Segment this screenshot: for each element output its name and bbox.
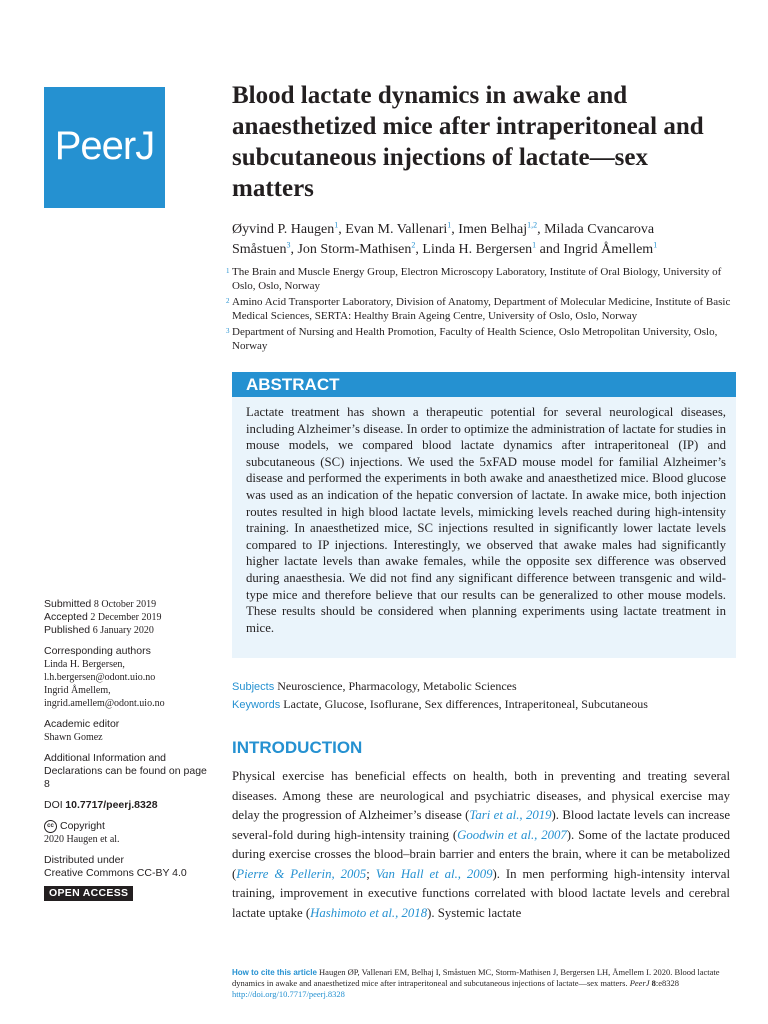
author-separator: , (537, 222, 545, 237)
abstract-heading: ABSTRACT (246, 375, 340, 394)
author-affiliation-marker: 1 (334, 220, 339, 230)
keywords-row (232, 696, 742, 714)
author-name[interactable]: Jon Storm-Mathisen (297, 242, 412, 257)
affiliation-text: Amino Acid Transporter Laboratory, Division of Anatomy, Department of Molecular Medicine, Institute of Basic Medical Sciences, SERTA: Healthy Brain Ageing Centre, University of Oslo, Oslo, Norway (232, 296, 731, 322)
doi-row (44, 799, 214, 812)
article-sidebar (44, 598, 214, 901)
copyright-holder: 2020 Haugen et al. (44, 834, 120, 845)
author-name[interactable]: Ingrid Åmellem (563, 242, 654, 257)
intro-text-segment: ). Some of the lactate produced during exercise crosses the blood–brain barrier and enters the brain, where it can be metabolized ( (232, 827, 730, 881)
citation-link[interactable]: Goodwin et al., 2007 (457, 827, 567, 842)
citation-link[interactable]: Hashimoto et al., 2018 (310, 905, 428, 920)
cite-text: Haugen ØP, Vallenari EM, Belhaj I, Småstuen MC, Storm-Mathisen J, Bergersen LH, Åmellem I. 2020. Blood lactate dynamics in awake and anaesthetized mice after intraperitoneal and subcutaneous injections of lactate—sex matters. (232, 967, 720, 988)
intro-text-segment: Physical exercise has beneficial effects on health, both in preventing and treating several diseases. Among these are neurological and psychiatric diseases, and physical exercise may delay the progression of Alzheimer’s disease ( (232, 769, 730, 822)
cite-journal: PeerJ (629, 978, 650, 988)
copyright-label: Copyright (60, 820, 105, 832)
affiliations (226, 265, 738, 355)
published-row (44, 624, 214, 637)
affiliation-text: Department of Nursing and Health Promotion, Faculty of Health Science, Oslo Metropolitan University, Oslo, Norway (232, 326, 718, 352)
corresponding-email-link[interactable]: l.h.bergersen@odont.uio.no (44, 672, 156, 683)
peerj-logo (44, 87, 165, 208)
author-separator: and (536, 242, 564, 257)
subjects-value: Neuroscience, Pharmacology, Metabolic Sciences (277, 679, 517, 693)
author-separator: , (415, 242, 423, 257)
author-name[interactable]: Øyvind P. Haugen (232, 222, 335, 237)
subjects-label: Subjects (232, 681, 275, 693)
abstract-text: Lactate treatment has shown a therapeutic potential for several neurological diseases, including Alzheimer’s disease. In order to optimize the administration of lactate for studies in mouse models, we compared blood lactate dynamics after intraperitoneal (IP) and subcutaneous (SC) injections. We used the 5xFAD mouse model for familial Alzheimer’s disease and performed the experiments in both awake and anaesthetized mice. Blood glucose was used as an indication of the hepatic conversion of lactate. In awake mice, both injection routes resulted in high blood lactate levels, mimicking levels reached during high-intensity training. In anaesthetized mice, SC injections resulted in significantly lower lactate levels compared to IP injections. Interestingly, we observed that awake males had significantly higher lactate levels than awake females, while the opposite sex difference was observed during anaesthesia. We did not find any significant difference between transgenic and wild-type mice and therefore believe that our results can be generalized to other mouse models. These results should be considered when planning experiments using lactate treatment in mice. (246, 405, 726, 635)
abstract-header (232, 372, 736, 397)
published-label: Published (44, 624, 91, 636)
additional-info-link[interactable]: Additional Information and Declarations can be found on page 8 (44, 752, 207, 790)
corresponding-email-link[interactable]: ingrid.amellem@odont.uio.no (44, 698, 165, 709)
introduction-heading: INTRODUCTION (232, 738, 363, 757)
citation-footer (232, 967, 732, 1000)
published-date: 6 January 2020 (92, 625, 154, 636)
logo-text: PeerJ (54, 124, 155, 168)
author-separator: , (290, 242, 298, 257)
citation-link[interactable]: Van Hall et al., 2009 (375, 866, 493, 881)
author-name[interactable]: Imen Belhaj (458, 222, 528, 237)
citation-link[interactable]: Tari et al., 2019 (469, 808, 552, 822)
accepted-date: 2 December 2019 (90, 612, 162, 623)
cite-volume: 8 (651, 978, 656, 988)
keywords-label: Keywords (232, 699, 281, 711)
submitted-row (44, 598, 214, 611)
submitted-label: Submitted (44, 598, 92, 610)
author-list (232, 220, 732, 260)
keywords-value: Lactate, Glucose, Isoflurane, Sex differences, Intraperitoneal, Subcutaneous (283, 697, 648, 711)
intro-text-segment: ). Systemic lactate (427, 905, 522, 920)
doi-link[interactable]: 10.7717/peerj.8328 (65, 799, 158, 811)
corresponding-label: Corresponding authors (44, 645, 151, 657)
citation-link[interactable]: Pierre & Pellerin, 2005 (236, 866, 367, 881)
cite-doi-link[interactable]: http://doi.org/10.7717/peerj.8328 (232, 989, 345, 999)
author-name[interactable]: Milada Cvancarova Småstuen (232, 222, 655, 257)
license-label: Distributed under (44, 854, 124, 866)
author-name[interactable]: Evan M. Vallenari (345, 222, 448, 237)
open-access-badge: OPEN ACCESS (44, 886, 133, 901)
author-affiliation-marker: 1 (532, 240, 537, 250)
affiliation-text: The Brain and Muscle Energy Group, Electron Microscopy Laboratory, Institute of Oral Biology, University of Oslo, Oslo, Norway (232, 266, 722, 292)
intro-text-segment: ; (366, 866, 376, 881)
editor-name: Shawn Gomez (44, 732, 103, 743)
doi-label: DOI (44, 799, 63, 811)
intro-text-segment: ). In men performing high-intensity interval training, improvement in executive functions correlated with blood lactate levels and cerebral lactate uptake ( (232, 866, 730, 920)
author-name[interactable]: Linda H. Bergersen (422, 242, 533, 257)
author-affiliation-marker: 1 (447, 220, 452, 230)
author-affiliation-marker: 3 (286, 240, 291, 250)
author-affiliation-marker: 2 (411, 240, 416, 250)
editor-label: Academic editor (44, 718, 120, 730)
author-affiliation-marker: 1,2 (527, 220, 538, 230)
license-link[interactable]: Creative Commons CC-BY 4.0 (44, 867, 187, 879)
corresponding-line: Linda H. Bergersen, (44, 659, 125, 670)
intro-text-segment: ). Blood lactate levels can increase several-fold during high-intensity training ( (232, 808, 731, 842)
copyright-row (44, 820, 214, 833)
author-affiliation-marker: 1 (653, 240, 658, 250)
accepted-label: Accepted (44, 611, 88, 623)
affiliation-item: 2 Amino Acid Transporter Laboratory, Division of Anatomy, Department of Molecular Medicine, Institute of Basic Medical Sciences, SERTA: Healthy Brain Ageing Centre, University of Oslo, Oslo, Norway (226, 296, 731, 322)
affiliation-item: 1 The Brain and Muscle Energy Group, Electron Microscopy Laboratory, Institute of Oral Biology, University of Oslo, Oslo, Norway (226, 266, 722, 292)
subjects-row (232, 678, 742, 696)
submitted-date: 8 October 2019 (93, 599, 157, 610)
author-separator: , (338, 222, 346, 237)
article-title: Blood lactate dynamics in awake and anaesthetized mice after intraperitoneal and subcutaneous injections of lactate—sex matters (232, 82, 704, 202)
introduction-text (232, 767, 730, 923)
author-separator: , (451, 222, 459, 237)
cite-label: How to cite this article (232, 968, 317, 977)
corresponding-line: Ingrid Åmellem, (44, 685, 111, 696)
accepted-row (44, 611, 214, 624)
affiliation-item: 3 Department of Nursing and Health Promotion, Faculty of Health Science, Oslo Metropolitan University, Oslo, Norway (226, 326, 718, 352)
creative-commons-icon: cc (44, 820, 57, 833)
subjects-keywords (232, 678, 742, 714)
cite-article: :e8328 (655, 978, 680, 988)
